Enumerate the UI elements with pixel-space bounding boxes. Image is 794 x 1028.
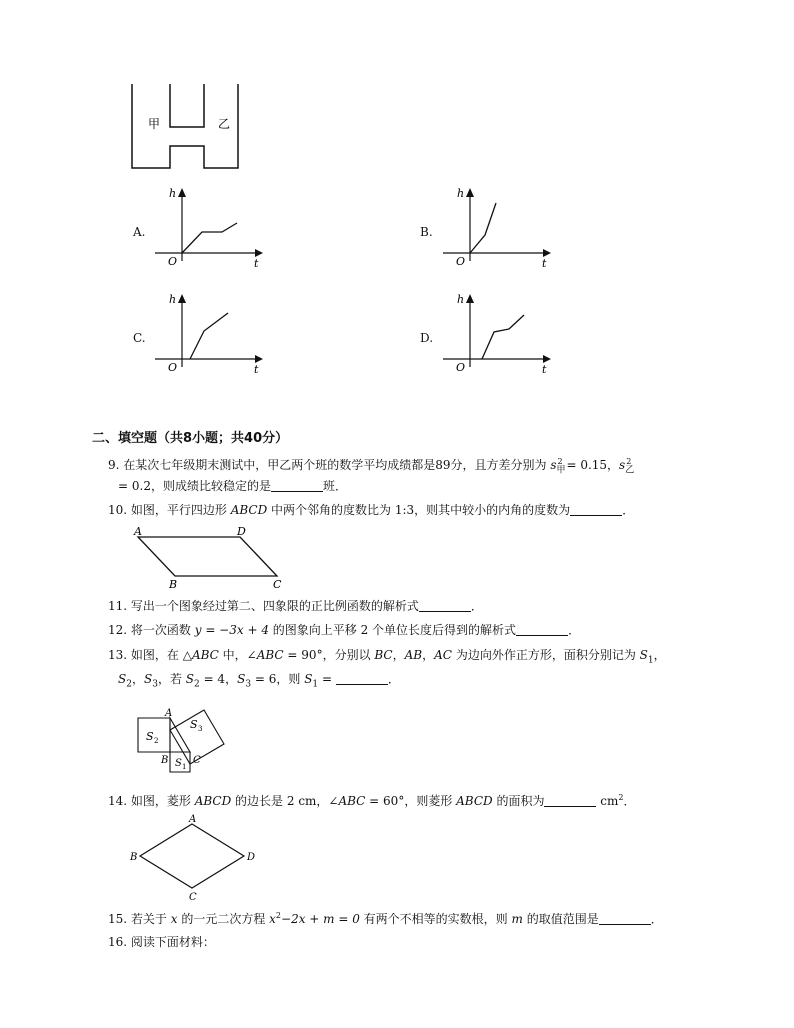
rh-B: B <box>130 852 138 863</box>
q11-line: 11. 写出一个图象经过第二、四象限的正比例函数的解析式 ． <box>108 599 483 613</box>
option-c-label[interactable]: C. <box>133 331 146 345</box>
sq-S2: S <box>146 730 154 743</box>
q15-answer-blank[interactable] <box>599 912 651 925</box>
q14-answer-blank[interactable] <box>544 794 596 807</box>
option-a-label[interactable]: A. <box>133 225 146 239</box>
graph-d[interactable] <box>438 289 558 379</box>
q13-answer-blank[interactable] <box>336 672 388 685</box>
graph-a-h: h <box>169 187 177 200</box>
q11-answer-blank[interactable] <box>419 599 471 612</box>
sq-S3: S <box>190 718 198 731</box>
graph-b-t: t <box>542 257 547 270</box>
sq-S3n: 3 <box>198 725 203 733</box>
rh-C: C <box>189 892 197 903</box>
q13-line2: $S_2$，$S_3$，若 $S_2 = 4$，$S_3 = 6$，则 $S_1$ = ． <box>118 672 400 690</box>
para-A: A <box>134 525 142 538</box>
q9-line2: = 0.2，则成绩比较稳定的是 班． <box>118 479 347 493</box>
para-B: B <box>169 578 178 591</box>
rhombus-figure <box>128 812 263 904</box>
q12-line: 12. 将一次函数 y = −3x + 4 的图象向上平移 2 个单位长度后得到的解析式 ． <box>108 623 581 637</box>
graph-d-o: O <box>456 361 466 374</box>
graph-b[interactable] <box>438 183 558 273</box>
sq-S2n: 2 <box>154 737 159 745</box>
parallelogram-figure <box>125 522 295 592</box>
sq-C: C <box>193 755 201 766</box>
graph-c-t: t <box>254 363 259 376</box>
option-d-label[interactable]: D. <box>420 331 434 345</box>
q10-line: 10. 如图，平行四边形 ABCD 中两个邻角的度数比为 1:3，则其中较小的内角的度数为 ． <box>108 503 635 517</box>
q10-answer-blank[interactable] <box>570 503 622 516</box>
q13-line1: 13. 如图，在 △ABC 中，∠ABC = 90°，分别以 BC，AB，AC 为边向外作正方形，面积分别记为 $S_1$， <box>108 648 666 666</box>
graph-b-h: h <box>457 187 465 200</box>
graph-d-h: h <box>457 293 465 306</box>
graph-c-h: h <box>169 293 177 306</box>
container-right-label: 乙 <box>218 117 231 131</box>
graph-c[interactable] <box>150 289 270 379</box>
graph-a[interactable] <box>150 183 270 273</box>
option-b-label[interactable]: B. <box>420 225 433 239</box>
graph-a-t: t <box>254 257 259 270</box>
sq-B: B <box>161 755 169 766</box>
graph-c-o: O <box>168 361 178 374</box>
squares-figure <box>130 700 240 780</box>
q16-line: 16. 阅读下面材料： <box>108 935 215 949</box>
q14-line: 14. 如图，菱形 ABCD 的边长是 2 cm，∠ABC = 60°，则菱形 ABCD 的面积为 $cm^2$． <box>108 793 636 808</box>
container-figure <box>120 80 250 175</box>
container-left-label: 甲 <box>148 117 161 131</box>
q9-answer-blank[interactable] <box>271 479 323 492</box>
sq-A: A <box>165 708 173 719</box>
sq-S1n: 1 <box>182 763 187 771</box>
graph-d-t: t <box>542 363 547 376</box>
section-2-title: 二、填空题（共8小题；共40分） <box>92 431 289 446</box>
graph-b-o: O <box>456 255 466 268</box>
para-D: D <box>237 525 246 538</box>
q12-answer-blank[interactable] <box>516 623 568 636</box>
rh-D: D <box>247 852 256 863</box>
q15-line: 15. 若关于 x 的一元二次方程 $x^2-2x + m = 0$ 有两个不相等的实数根，则 m 的取值范围是 ． <box>108 911 663 926</box>
sq-S1: S <box>175 758 182 769</box>
q9-line1: 9. 在某次七年级期末测试中，甲乙两个班的数学平均成绩都是89分，且方差分别为 $s_甲^2 = 0.15$，$s_乙^2$ <box>108 457 635 476</box>
graph-a-o: O <box>168 255 178 268</box>
rh-A: A <box>189 814 197 825</box>
para-C: C <box>273 578 282 591</box>
